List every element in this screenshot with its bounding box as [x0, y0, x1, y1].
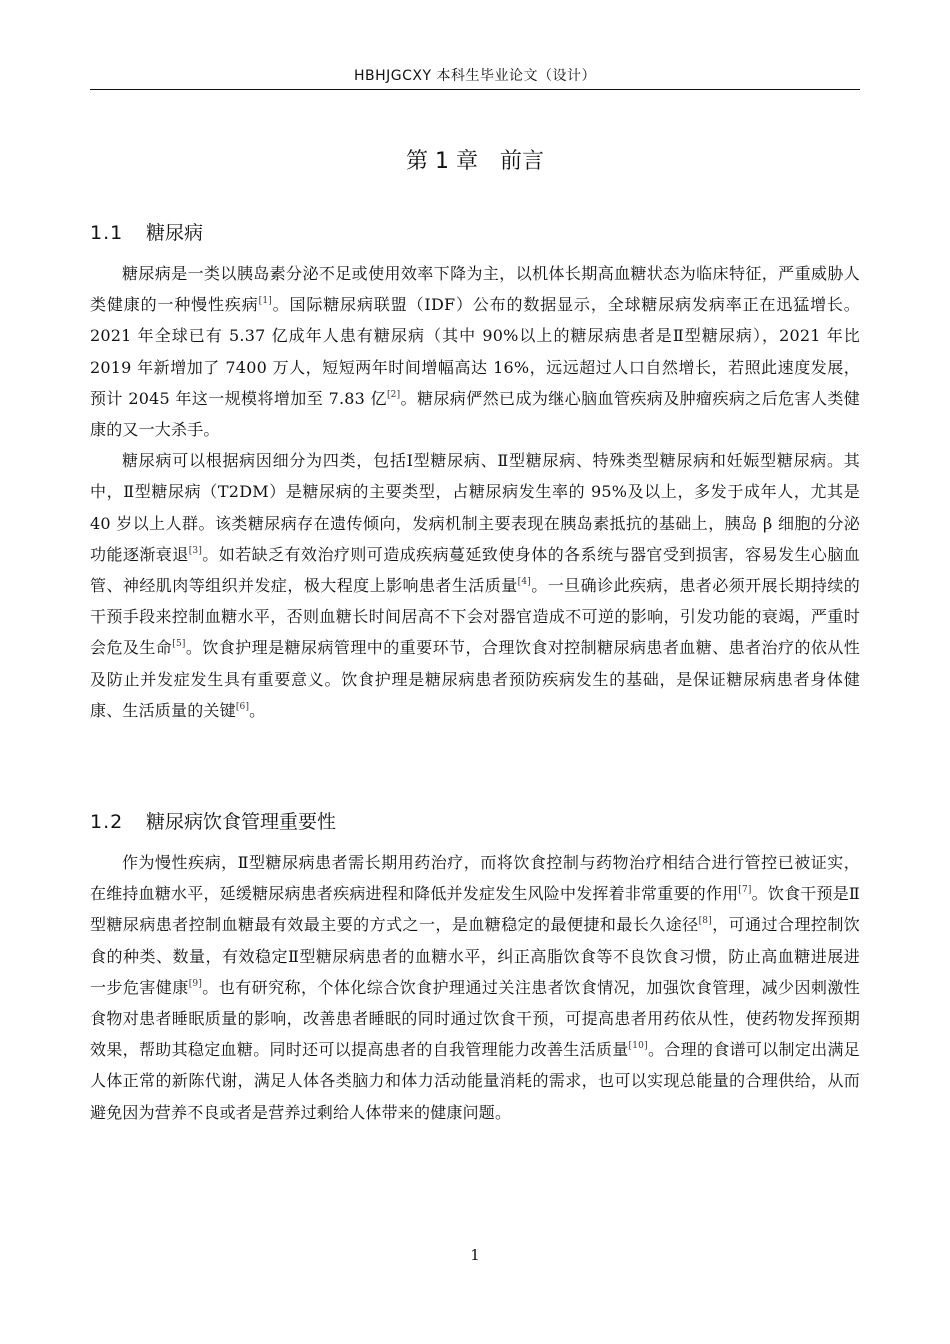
section-title: 糖尿病饮食管理重要性 — [146, 811, 337, 833]
paragraph — [90, 445, 860, 726]
page-header: HBHJGCXY 本科生毕业论文（设计） — [353, 68, 596, 84]
paragraph-text: 。一旦确诊此疾病，患者必须开展长期持续的干预手段来控制血糖水平，否则血糖长时间居高不下会对器官造成不可逆的影响，引发功能的衰竭，严重时会危及生命 — [90, 576, 860, 658]
chapter-number: 第 1 章 — [406, 149, 478, 174]
citation: [4] — [517, 577, 532, 588]
citation: [8] — [698, 916, 712, 927]
paragraph-text: 糖尿病是一类以胰岛素分泌不足或使用效率下降为主，以机体长期高血糖状态为临床特征，严重威胁人类健康的一种慢性疾病 — [90, 264, 860, 315]
section-title: 糖尿病 — [146, 222, 204, 244]
section-body-1-2 — [90, 847, 860, 1128]
paragraph — [90, 847, 860, 1128]
paragraph-text: 。饮食干预是Ⅱ型糖尿病患者控制血糖最有效最主要的方式之一，是血糖稳定的最便捷和最长久途径 — [90, 884, 860, 935]
chapter-title — [90, 146, 860, 178]
paragraph-text: 糖尿病可以根据病因细分为四类，包括Ⅰ型糖尿病、Ⅱ型糖尿病、特殊类型糖尿病和妊娠型糖尿病。其中，Ⅱ型糖尿病（T2DM）是糖尿病的主要类型，占糖尿病发生率的 95%及以上，多发于成年人，尤其是 40 岁以上人群。该类糖尿病存在遗传倾向，发病机制主要表现在胰岛素抵抗的基础上，胰岛 β 细胞的分泌功能逐渐衰退 — [90, 451, 860, 564]
citation: [5] — [172, 639, 186, 650]
section-heading-1-1 — [90, 219, 860, 247]
paragraph-text: 。糖尿病俨然已成为继心脑血管疾病及肿瘤疾病之后危害人类健康的又一大杀手。 — [90, 388, 860, 440]
section-heading-1-2 — [90, 808, 860, 836]
paragraph-text: 。饮食护理是糖尿病管理中的重要环节，合理饮食对控制糖尿病患者血糖、患者治疗的依从性及防止并发症发生具有重要意义。饮食护理是糖尿病患者预防疾病发生的基础，是保证糖尿病患者身体健康、生活质量的关键 — [90, 638, 860, 720]
citation: [1] — [258, 296, 272, 307]
citation: [6] — [235, 701, 250, 712]
citation: [10] — [628, 1041, 648, 1052]
citation: [2] — [386, 389, 401, 400]
page-number: 1 — [470, 1246, 480, 1264]
paragraph-text: 。 — [249, 700, 266, 720]
paragraph-text: 作为慢性疾病，Ⅱ型糖尿病患者需长期用药治疗，而将饮食控制与药物治疗相结合进行管控已被证实，在维持血糖水平，延缓糖尿病患者疾病进程和降低并发症发生风险中发挥着非常重要的作用 — [90, 853, 860, 904]
paragraph — [90, 258, 860, 445]
paragraph-text: ，可通过合理控制饮食的种类、数量，有效稳定Ⅱ型糖尿病患者的血糖水平，纠正高脂饮食等不良饮食习惯，防止高血糖进展进一步危害健康 — [90, 915, 860, 997]
section-number: 1.1 — [90, 222, 124, 244]
paragraph-text: 。如若缺乏有效治疗则可造成疾病蔓延致使身体的各系统与器官受到损害，容易发生心脑血管、神经肌肉等组织并发症，极大程度上影响患者生活质量 — [90, 544, 860, 596]
citation: [3] — [188, 545, 203, 556]
citation: [9] — [188, 978, 203, 989]
section-number: 1.2 — [90, 811, 124, 833]
paragraph-text: 。合理的食谱可以制定出满足人体正常的新陈代谢，满足人体各类脑力和体力活动能量消耗的需求，也可以实现总能量的合理供给，从而避免因为营养不良或者是营养过剩给人体带来的健康问题。 — [90, 1040, 860, 1122]
paragraph-text: 。国际糖尿病联盟（IDF）公布的数据显示，全球糖尿病发病率正在迅猛增长。2021 年全球已有 5.37 亿成年人患有糖尿病（其中 90%以上的糖尿病患者是Ⅱ型糖尿病），2021 年比 2019 年新增加了 7400 万人，短短两年时间增幅高达 16%，远远超过人口自然增长，若照此速度发展，预计 2045 年这一规模将增加至 7.83 亿 — [90, 295, 860, 408]
header-rule — [90, 89, 860, 90]
chapter-name: 前言 — [499, 149, 544, 174]
citation: [7] — [738, 885, 752, 896]
paragraph-text: 。也有研究称，个体化综合饮食护理通过关注患者饮食情况，加强饮食管理，减少因刺激性食物对患者睡眠质量的影响，改善患者睡眠的同时通过饮食干预，可提高患者用药依从性，使药物发挥预期效果，帮助其稳定血糖。同时还可以提高患者的自我管理能力改善生活质量 — [90, 977, 860, 1060]
section-body-1-1 — [90, 258, 860, 726]
